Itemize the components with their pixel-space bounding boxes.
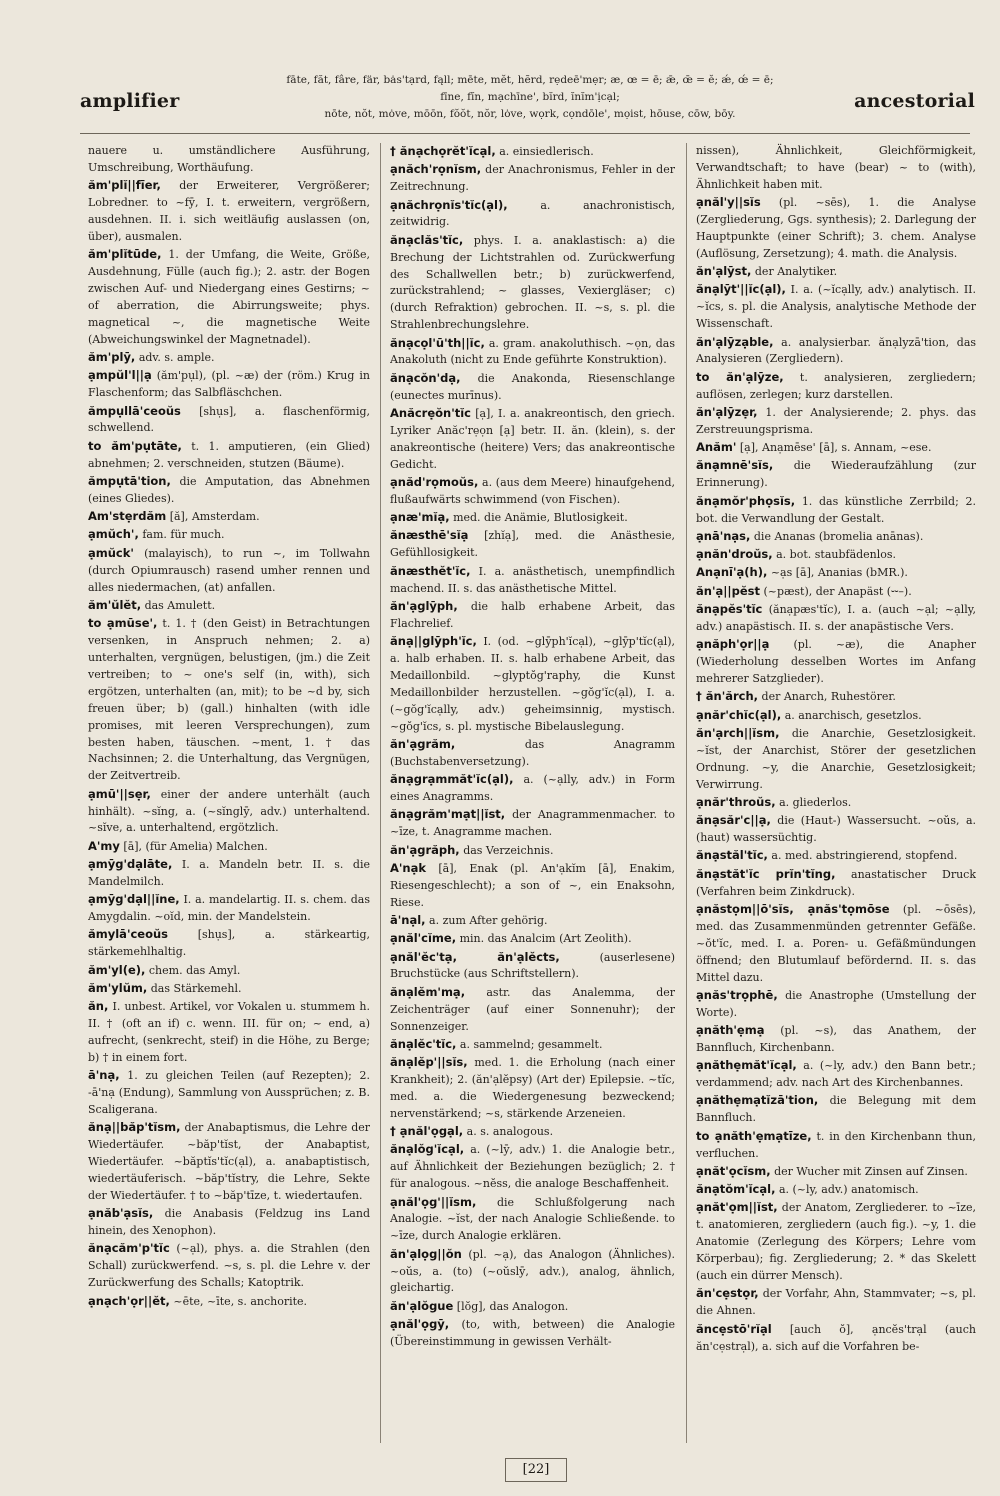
dictionary-entry [390, 1298, 675, 1316]
dictionary-entry [390, 197, 675, 232]
entry-definition: die Amputation, das Abnehmen (eines Gliedes). [88, 474, 370, 505]
entry-definition: t. 1. amputieren, (ein Glied) abnehmen; 2. verschneiden, stutzen (Bäume). [88, 439, 370, 470]
dictionary-entry [390, 527, 675, 562]
entry-headword: ạmpŭl'l||ạ [88, 368, 152, 383]
entry-headword: ăn'ạgrăph, [390, 842, 460, 857]
entry-definition: a. (~ly, adv.) den Bann betr.; verdammend; adv. nach Art des Kirchenbannes. [696, 1059, 976, 1090]
dictionary-entry [390, 842, 675, 860]
entry-definition: (ăm'pụl), (pl. ~æ) der (röm.) Krug in Flaschenform; das Salbfläschchen. [88, 369, 370, 400]
entry-definition: ~ēte, ~īte, s. anchorite. [173, 1294, 308, 1308]
entry-headword: ạnạch'ọr||ĕt, [88, 1293, 170, 1308]
dictionary-entry [390, 1054, 675, 1123]
entry-headword: ạnăd'rọmoŭs, [390, 474, 479, 489]
entry-headword: ạnăth'ẹmạ [696, 1023, 765, 1038]
dictionary-entry [88, 1240, 370, 1292]
dictionary-entry [88, 891, 370, 926]
entry-headword: † ạnăl'ọgạl, [390, 1124, 464, 1139]
entry-definition: der Erweiterer, Vergrößerer; Lobredner. to ~fȳ, I. t. erweitern, vergrößern, ausdehnen. II. i. sich weitläufig auslassen (on, über), ausmalen. [88, 179, 370, 243]
entry-definition: das Analysieren (Zergliedern). [696, 335, 976, 366]
dictionary-entry [390, 232, 675, 334]
dictionary-entry [696, 812, 976, 847]
entry-definition: I. a. (~ĭcạlly, adv.) analytisch. II. ~ĭcs, s. pl. die Analysis, analytische Methode der Wissenschaft. [696, 283, 976, 331]
entry-definition: I. a. anästhetisch, unempfindlich machend. II. s. das anästhetische Mittel. [390, 564, 675, 595]
dictionary-entry [696, 866, 976, 901]
entry-headword: ăn'ạ||pĕst [696, 583, 761, 598]
entry-headword: ạnăr'throŭs, [696, 794, 776, 809]
entry-definition: t. 1. † (den Geist) in Betrachtungen versenken, in Anspruch nehmen; 2. a) unterhalten, vergnügen, belustigen, (jm.) die Zeit vertreiben; to ~ one's self (in, with), sich ergötzen, unterhalten (an, mit); to be ~d by, sich freuen über; b) (gall.) hinhalten (with idle promises, mit leeren Versprechungen), zum besten haben, täuschen. ~ment, 1. † das Nachsinnen; 2. die Unterhaltung, das Vergnügen, der Zeitvertreib. [88, 617, 370, 783]
dictionary-entry [696, 1092, 976, 1127]
entry-definition: die Ananas (bromelia anānas). [753, 529, 924, 543]
dictionary-entry [696, 1163, 976, 1181]
entry-headword: ănạcọl'ū'th||ĭc, [390, 335, 485, 350]
entry-definition: a. zum After gehörig. [429, 913, 548, 927]
dictionary-entry [696, 263, 976, 281]
dictionary-entry [88, 177, 370, 246]
entry-headword: ạnăl'cĭme, [390, 931, 457, 946]
dictionary-entry [88, 1067, 370, 1119]
entry-definition: (pl. ~ạ), das Analogon (Ähnliches). ~oŭs, a. (to) (~oŭslȳ, adv.), analog, ähnlich, gleichartig. [390, 1247, 675, 1295]
dictionary-entry [696, 1321, 976, 1356]
entry-headword: ạmŭck' [88, 545, 134, 560]
entry-headword: ạnăb'ạsĭs, [88, 1206, 154, 1221]
entry-headword: Anăcrẹŏn'tĭc [390, 405, 471, 420]
entry-definition: das Amulett. [144, 598, 216, 612]
entry-headword: to ăm'pụtāte, [88, 438, 182, 453]
entry-headword: ạnăthẹmăt'ĭcạl, [696, 1058, 797, 1073]
entry-headword: ănạgrạmmăt'ĭc(ạl), [390, 772, 514, 787]
header-rule [80, 133, 970, 134]
entry-definition: (pl. ~æ), die Anapher (Wiederholung desselben Wortes im Anfang mehrerer Satzglieder). [696, 638, 976, 686]
entry-headword: ănạcăm'p'tĭc [88, 1241, 170, 1256]
entry-headword: ạnæ'mĭạ, [390, 510, 450, 525]
dictionary-entry [88, 438, 370, 473]
dictionary-entry [88, 1119, 370, 1205]
entry-definition: der Anagrammenmacher. to ~īze, t. Anagramme machen. [390, 808, 675, 839]
entry-definition: die halb erhabene Arbeit, das Flachrelief. [390, 599, 675, 630]
dictionary-entry [390, 736, 675, 771]
dictionary-entry [88, 403, 370, 438]
entry-headword: ănạ||glȳph'ĭc, [390, 634, 477, 649]
entry-headword: ạnăchrọnĭs'tĭc(ạl), [390, 197, 508, 212]
entry-headword: ănạ||băp'tĭsm, [88, 1120, 181, 1135]
entry-headword: Anạnī'ạ(h), [696, 565, 768, 580]
pronunciation-key [230, 72, 830, 123]
entry-definition: a. anachronistisch, zeitwidrig. [390, 198, 675, 229]
entry-definition: a. bot. staubfädenlos. [776, 548, 897, 562]
dictionary-entry [696, 1199, 976, 1285]
dictionary-entry [696, 1057, 976, 1092]
entry-headword: ăm'ŭlĕt, [88, 597, 142, 612]
entry-definition: (~pæst), der Anapäst (⏑⏑–). [763, 584, 912, 598]
entry-definition: chem. das Amyl. [148, 963, 241, 977]
entry-definition: das Anagramm (Buchstabenversetzung). [390, 737, 675, 768]
dictionary-entry [696, 439, 976, 457]
entry-headword: ā'nạ, [88, 1068, 120, 1083]
entry-definition: 1. zu gleichen Teilen (auf Rezepten); 2. -ā'nạ (Endung), Sammlung von Aussprüchen; z. B. Scaligerana. [88, 1069, 370, 1117]
entry-definition: der Wucher mit Zinsen auf Zinsen. [774, 1164, 968, 1178]
dictionary-entry [696, 707, 976, 725]
entry-definition: der Anabaptismus, die Lehre der Wiedertäufer. ~băp'tĭst, der Anabaptist, Wiedertäufer. ~băptĭs'tĭc(ạl), a. anabaptistisch, wiedertäuferisch. ~băp'tĭstry, die Lehre, Sekte der Wiedertäufer. † to ~băp'tīze, t. wiedertaufen. [88, 1121, 370, 1202]
entry-headword: ănạmnē'sĭs, [696, 458, 774, 473]
entry-headword: ămpụtā'tion, [88, 473, 171, 488]
dictionary-entry [88, 838, 370, 856]
dictionary-entry [88, 856, 370, 891]
dictionary-entry [390, 930, 675, 948]
entry-definition: nissen), Ähnlichkeit, Gleichförmigkeit, Verwandtschaft; to have (bear) ~ to (with), Ähnlichkeit haben mit. [696, 144, 976, 191]
entry-definition: [auch ŏ], ạncĕs'trạl (auch ăn'cẹstrạl), a. sich auf die Vorfahren be- [696, 1322, 976, 1353]
entry-definition: der Analytiker. [754, 265, 838, 279]
entry-headword: ạnăph'ọr||ạ [696, 637, 770, 652]
entry-definition: a. (~lȳ, adv.) 1. die Analogie betr., auf Ähnlichkeit der Beziehungen bezüglich; 2. † für analogous. ~nĕss, die analoge Beschaffenheit. [390, 1143, 675, 1191]
entry-headword: ạmŭch', [88, 527, 139, 542]
dictionary-entry [696, 636, 976, 688]
dictionary-entry [88, 246, 370, 348]
entry-definition: a. anarchisch, gesetzlos. [784, 708, 922, 722]
column-1 [88, 143, 370, 1453]
entry-headword: ăm'plĭ||fīer, [88, 178, 161, 193]
entry-headword: ănạcŏn'dạ, [390, 370, 461, 385]
entry-definition: 1. der Umfang, die Weite, Größe, Ausdehnung, Fülle (auch fig.); 2. astr. der Bogen zwischen Auf- und Niedergang eines Gestirns; ~ of aberration, die Abirrungsweite; phys. magnetical ~, die magnetische Weite (Abweichungswinkel der Magnetnadel). [88, 248, 370, 346]
entry-headword: A'my [88, 838, 120, 853]
entry-headword: ạmū'||sẹr, [88, 786, 151, 801]
entry-headword: ạnā'nạs, [696, 528, 751, 543]
dictionary-entry [390, 335, 675, 370]
entry-definition: (pl. ~sēs), 1. die Analyse (Zergliederung, Ggs. synthesis); 2. Darlegung der Hauptpunkte (einer Schrift); 3. chem. Analyse (Auflösung, Zersetzung); 4. math. die Analysis. [696, 196, 976, 260]
dictionary-entry [696, 143, 976, 194]
dictionary-entry [696, 901, 976, 987]
entry-headword: Am'stẹrdăm [88, 509, 167, 524]
entry-headword: ăm'ylŭm, [88, 980, 148, 995]
dictionary-entry [390, 143, 675, 161]
entry-definition: das Verzeichnis. [463, 843, 554, 857]
dictionary-entry [390, 1036, 675, 1054]
dictionary-entry [390, 912, 675, 930]
entry-headword: A'nạk [390, 860, 427, 875]
entry-definition: anastatischer Druck (Verfahren beim Zinkdruck). [696, 867, 976, 898]
entry-headword: ănæsthĕt'ĭc, [390, 563, 471, 578]
entry-definition: med. 1. die Erholung (nach einer Krankheit); 2. (ăn'ạlĕpsy) (Art der) Epilepsie. ~tĭc, med. a. die Wiedergenesung bezweckend; nervenstärkend; ~s, stärkende Arzeneien. [390, 1056, 675, 1120]
entry-definition: [ạ], I. a. anakreontisch, den griech. Lyriker Anăc'rẹọn [ạ] betr. II. ăn. (klein), s. der anakreontische (heitere) Vers; das anakreontische Gedicht. [390, 406, 675, 471]
entry-definition: a. (~ly, adv.) anatomisch. [778, 1183, 919, 1197]
dictionary-entry [696, 1285, 976, 1320]
entry-headword: ạnăl'ĕc'tạ, ăn'ạlĕcts, [390, 949, 560, 964]
dictionary-entry [696, 194, 976, 263]
entry-definition: [lŏg], das Analogon. [456, 1299, 569, 1313]
dictionary-entry [696, 794, 976, 812]
entry-definition: a. (aus dem Meere) hinaufgehend, flußaufwärts schwimmend (von Fischen). [390, 475, 675, 506]
entry-definition: der Anatom, Zergliederer. to ~īze, t. anatomieren, zergliedern (auch fig.). ~y, 1. die Anatomie (Zerlegung des Körpers; Lehre vom Körperbau); fig. Zergliederung; 2. * das Skelett (auch ein dürrer Mensch). [696, 1201, 976, 1283]
entry-definition: nauere u. umständlichere Ausführung, Umschreibung, Worthäufung. [88, 144, 370, 174]
entry-headword: ăn'ạlȳst, [696, 264, 752, 279]
entry-definition: [zhĭạ], med. die Anästhesie, Gefühllosigkeit. [390, 529, 675, 560]
entry-definition: [ạ], Anạmēse' [ā], s. Annam, ~ese. [739, 441, 932, 455]
column-divider [686, 143, 687, 1443]
entry-headword: ạmȳg'dạl||ĭne, [88, 892, 180, 907]
dictionary-entry [390, 949, 675, 984]
entry-definition: [ă], Amsterdam. [169, 510, 260, 524]
dictionary-entry [88, 545, 370, 597]
entry-definition: a. analysierbar. ănạlyzā'tion, [781, 335, 950, 349]
entry-headword: ăm'plȳ, [88, 350, 136, 365]
entry-headword: ăn'ạglȳph, [390, 598, 458, 613]
pronunciation-key-line: fīne, fĭn, mạchīne', bĭrd, ĭnĭm'ịcạl; [440, 91, 620, 103]
dictionary-entry [390, 474, 675, 509]
entry-headword: ănạstăt'ĭc prĭn'tĭng, [696, 866, 836, 881]
pronunciation-key-line: fāte, făt, fâre, fär, bȧs'tạrd, fąll; mēte, mĕt, hẽrd, rẹdeē'mẹr; æ, œ = ē; ǣ, œ̄ = ĕ; ǽ, œ́ = ē; [286, 74, 774, 86]
entry-definition: adv. s. ample. [138, 351, 215, 365]
dictionary-entry [390, 161, 675, 196]
columns [80, 143, 975, 1453]
dictionary-entry [390, 1123, 675, 1141]
entry-definition: I. a. Mandeln betr. II. s. die Mandelmilch. [88, 858, 370, 888]
dictionary-entry [390, 806, 675, 841]
entry-headword: ạnăl'ọgȳ, [390, 1317, 450, 1332]
dictionary-entry [390, 633, 675, 735]
entry-headword: ạnăn'droŭs, [696, 547, 773, 562]
dictionary-entry [88, 980, 370, 998]
entry-definition: astr. das Analemma, der Zeichenträger (auf einer Sonnenuhr); der Sonnenzeiger. [390, 985, 675, 1033]
entry-definition: fam. für much. [142, 528, 225, 542]
column-divider [380, 143, 381, 1443]
entry-headword: † ănạchọrĕt'ĭcạl, [390, 144, 496, 158]
entry-headword: Anăm' [696, 440, 737, 455]
dictionary-entry [696, 528, 976, 546]
entry-definition: a. s. analogous. [466, 1125, 554, 1139]
entry-headword: ăn'ạlọg||ŏn [390, 1246, 462, 1261]
entry-definition: die Anastrophe (Umstellung der Worte). [696, 988, 976, 1019]
page-header [70, 70, 975, 130]
entry-definition: a. gliederlos. [779, 795, 852, 809]
entry-headword: ạnăch'rọnĭsm, [390, 162, 482, 177]
entry-definition: a. einsiedlerisch. [499, 145, 594, 158]
entry-definition: phys. I. a. anaklastisch: a) die Brechung der Lichtstrahlen od. Zurückwerfung des Schallwellen betr.; b) zurückwerfend, zurückstrahlend; ~ glasses, Vexiergläser; c) (durch Refraktion) gebrochen. II. ~s, s. pl. die Strahlenbrechungslehre. [390, 233, 675, 332]
dictionary-entry [696, 601, 976, 636]
dictionary-entry [88, 962, 370, 980]
entry-definition: [ā], (für Amelia) Malchen. [123, 839, 268, 853]
entry-definition: I. unbest. Artikel, vor Vokalen u. stummem h. II. † (oft an if) c. wenn. III. für on; ~ end, a) aufrecht, (senkrecht, steif) in die Höhe, zu Berge; b) † in einem fort. [88, 1000, 370, 1064]
dictionary-entry [390, 563, 675, 598]
entry-definition: [ā], Enak (pl. An'ạkĭm [ā], Enakim, Riesengeschlecht); a son of ~, ein Enaksohn, Riese. [390, 861, 675, 909]
entry-definition: [shụs], a. stärkeartig, stärkemehlhaltig. [88, 928, 370, 959]
entry-headword: ạmȳg'dạlāte, [88, 857, 173, 872]
entry-definition: (to, with, between) die Analogie (Übereinstimmung in gewissen Verhält- [390, 1318, 675, 1348]
entry-definition: med. die Anämie, Blutlosigkeit. [453, 511, 628, 525]
entry-definition: der Vorfahr, Ahn, Stammvater; ~s, pl. die Ahnen. [696, 1287, 976, 1318]
entry-definition: (pl. ~s), das Anathem, der Bannfluch, Kirchenbann. [696, 1024, 976, 1054]
column-3 [696, 143, 976, 1453]
entry-definition: die Anabasis (Feldzug ins Land hinein, des Xenophon). [88, 1207, 370, 1238]
entry-headword: † ăn'ărch, [696, 689, 759, 704]
entry-headword: ā'nạl, [390, 912, 426, 927]
entry-headword: ănạpĕs'tĭc [696, 602, 763, 617]
dictionary-entry [696, 334, 976, 369]
dictionary-entry [696, 404, 976, 439]
entry-headword: ăn'ạlŏgue [390, 1298, 454, 1313]
entry-headword: ăn'ạgrăm, [390, 736, 456, 751]
entry-headword: ạnăt'ọcĭsm, [696, 1163, 771, 1178]
dictionary-entry [390, 771, 675, 806]
entry-headword: ăn, [88, 999, 109, 1014]
entry-headword: ăn'ạlȳzẹr, [696, 404, 758, 419]
entry-definition: der Anachronismus, Fehler in der Zeitrechnung. [390, 163, 675, 194]
dictionary-entry [390, 1246, 675, 1298]
entry-definition: (pl. ~ōsēs), med. das Zusammenmünden getrennter Gefäße. ~ŏt'ĭc, med. I. a. Poren- u. Gefäßmündungen öffnend; den Blutumlauf befördernd. II. s. das Mittel dazu. [696, 902, 976, 984]
entry-headword: ănạlĕm'mạ, [390, 984, 466, 999]
entry-headword: ănạstăl'tĭc, [696, 848, 768, 863]
dictionary-entry [88, 998, 370, 1067]
dictionary-entry [88, 615, 370, 785]
dictionary-entry [88, 367, 370, 402]
entry-definition: die Belegung mit dem Bannfluch. [696, 1094, 976, 1125]
entry-definition: die Wiederaufzählung (zur Erinnerung). [696, 459, 976, 490]
dictionary-entry [88, 926, 370, 961]
entry-headword: ạnăstọm||ō'sĭs, ạnăs'tọmōse [696, 901, 890, 916]
entry-definition: I. a. mandelartig. II. s. chem. das Amygdalin. ~oĭd, min. der Mandelstein. [88, 893, 370, 924]
dictionary-entry [696, 688, 976, 706]
entry-headword: ănạsăr'c||ạ, [696, 813, 771, 828]
entry-definition: t. in den Kirchenbann thun, verfluchen. [696, 1129, 976, 1160]
entry-definition: (ănạpæs'tĭc), I. a. (auch ~ạl; ~ạlly, adv.) anapästisch. II. s. der anapästische Vers. [696, 603, 976, 633]
dictionary-entry [390, 860, 675, 912]
entry-definition: die Anarchie, Gesetzlosigkeit. ~ĭst, der Anarchist, Störer der gesetzlichen Ordnung. ~y, die Anarchie, Gesetzlosigkeit; Verwirrung. [696, 726, 976, 791]
entry-definition: a. (~ạlly, adv.) in Form eines Anagramms. [390, 773, 675, 803]
entry-headword: ăm'plĭtūde, [88, 247, 162, 262]
dictionary-entry [88, 526, 370, 544]
dictionary-entry [696, 1181, 976, 1199]
dictionary-entry [390, 370, 675, 405]
entry-definition: a. sammelnd; gesammelt. [459, 1037, 603, 1051]
dictionary-entry [390, 1194, 675, 1246]
dictionary-entry [88, 349, 370, 367]
entry-definition: 1. der Analysierende; 2. phys. das Zerstreuungsprisma. [696, 405, 976, 436]
dictionary-entry [390, 509, 675, 527]
entry-headword: ạnăl'ọg'||ĭsm, [390, 1194, 477, 1209]
entry-definition: die Anakonda, Riesenschlange (eunectes murīnus). [390, 371, 675, 402]
entry-headword: ăn'ạrch||ĭsm, [696, 725, 780, 740]
entry-definition: die Schlußfolgerung nach Analogie. ~ĭst, der nach Analogie Schließende. to ~īze, durch Analogie erklären. [390, 1195, 675, 1243]
entry-headword: to ạmūse', [88, 616, 158, 631]
entry-definition: ~ạs [ā], Ananias (bMR.). [770, 566, 908, 580]
entry-definition: a. gram. anakoluthisch. ~ọn, das Anakoluth (nicht zu Ende geführte Konstruktion). [390, 336, 675, 367]
entry-definition: a. med. abstringierend, stopfend. [771, 849, 958, 863]
dictionary-entry [390, 598, 675, 633]
entry-headword: ạnăs'trọphē, [696, 987, 778, 1002]
dictionary-entry [696, 457, 976, 492]
dictionary-entry [696, 493, 976, 528]
dictionary-entry [88, 786, 370, 838]
dictionary-entry [696, 1022, 976, 1057]
entry-headword: ănæsthē'sĭạ [390, 528, 469, 543]
entry-headword: ăm'yl(e), [88, 962, 146, 977]
entry-definition: [shụs], a. flaschenförmig, schwellend. [88, 404, 370, 435]
entry-headword: ănạlŏg'ĭcạl, [390, 1142, 465, 1157]
entry-definition: 1. das künstliche Zerrbild; 2. bot. die Verwandlung der Gestalt. [696, 494, 976, 525]
entry-headword: ăn'ạlȳzạble, [696, 334, 774, 349]
dictionary-entry [390, 1141, 675, 1193]
dictionary-entry [696, 987, 976, 1022]
entry-headword: ănạclăs'tĭc, [390, 232, 464, 247]
entry-headword: to ạnăth'ẹmạtīze, [696, 1128, 812, 1143]
dictionary-entry [390, 1316, 675, 1351]
entry-headword: ạnăl'y||sĭs [696, 195, 761, 210]
dictionary-entry [696, 847, 976, 865]
dictionary-entry [696, 564, 976, 582]
entry-definition: das Stärkemehl. [150, 981, 242, 995]
entry-headword: ănạtŏm'ĭcạl, [696, 1182, 776, 1197]
entry-definition: (auserlesene) Bruchstücke (aus Schriftstellern). [390, 950, 675, 981]
entry-headword: ănạmŏr'phọsĭs, [696, 493, 796, 508]
entry-headword: ạnăr'chĭc(ạl), [696, 707, 782, 722]
guide-word-left: amplifier [80, 90, 180, 112]
entry-definition: min. das Analcim (Art Zeolith). [459, 932, 632, 946]
dictionary-entry [696, 281, 976, 333]
entry-definition: der Anarch, Ruhestörer. [761, 690, 896, 704]
entry-headword: ănạlĕp'||sĭs, [390, 1055, 468, 1070]
entry-definition: I. (od. ~glȳph'ĭcạl), ~glȳp'tĭc(ạl), a. halb erhaben. II. s. halb erhabene Arbeit, das Medaillonbild. ~glyptŏg'raphy, die Kunst Medaillonbilder herzustellen. ~gŏg'ĭc(ạl), I. a. (~gŏg'ĭcạlly, adv.) geheimsinnig, mystisch. ~gŏg'ĭcs, s. pl. mystische Bibelauslegung. [390, 635, 675, 733]
dictionary-entry [88, 1205, 370, 1240]
guide-word-right: ancestorial [854, 90, 975, 112]
entry-headword: to ăn'ạlȳze, [696, 369, 784, 384]
dictionary-entry [88, 1293, 370, 1311]
dictionary-entry [696, 369, 976, 404]
entry-headword: ămpụllā'ceoŭs [88, 403, 181, 418]
dictionary-entry [696, 546, 976, 564]
entry-headword: ănạlĕc'tĭc, [390, 1036, 457, 1051]
entry-headword: ănạgrăm'mạt||ĭst, [390, 807, 506, 822]
dictionary-entry [88, 597, 370, 615]
dictionary-entry [696, 1128, 976, 1163]
pronunciation-key-line: nōte, nŏt, mȯve, mōōn, fŏŏt, nŏr, lȯve, wọrk, cọndōle', mọist, hōuse, cōw, bōy. [324, 108, 736, 120]
entry-definition: t. analysieren, zergliedern; auflösen, zerlegen; kurz darstellen. [696, 370, 976, 401]
dictionary-entry [696, 725, 976, 794]
entry-definition: die (Haut-) Wassersucht. ~oŭs, a. (haut) wassersüchtig. [696, 814, 976, 845]
dictionary-entry [696, 583, 976, 601]
page-number: [22] [505, 1458, 567, 1482]
entry-headword: ămylā'ceoŭs [88, 927, 169, 942]
dictionary-entry [390, 405, 675, 474]
dictionary-entry [88, 143, 370, 177]
dictionary-entry [390, 984, 675, 1036]
entry-headword: ăncẹstō'rĭạl [696, 1321, 772, 1336]
entry-definition: (malayisch), to run ~, im Tollwahn (durch Opiumrausch) rasend umher rennen und alles niedermachen, (at) anfallen. [88, 546, 370, 594]
entry-definition: einer der andere unterhält (auch hinhält). ~sĭng, a. (~sĭnglȳ, adv.) unterhaltend. ~sĭve, a. unterhaltend, ergötzlich. [88, 787, 370, 835]
dictionary-entry [88, 508, 370, 526]
dictionary-entry [88, 473, 370, 508]
entry-definition: (~ạl), phys. a. die Strahlen (den Schall) zurückwerfend. ~s, s. pl. die Lehre v. der Zurückwerfung des Schalls; Katoptrik. [88, 1242, 370, 1290]
column-2 [390, 143, 675, 1453]
entry-headword: ạnăt'ọm||ĭst, [696, 1200, 778, 1215]
entry-headword: ănạlȳt'||ĭc(ạl), [696, 282, 786, 297]
entry-headword: ạnăthẹmạtĭzā'tion, [696, 1093, 819, 1108]
entry-headword: ăn'cẹstọr, [696, 1286, 759, 1301]
